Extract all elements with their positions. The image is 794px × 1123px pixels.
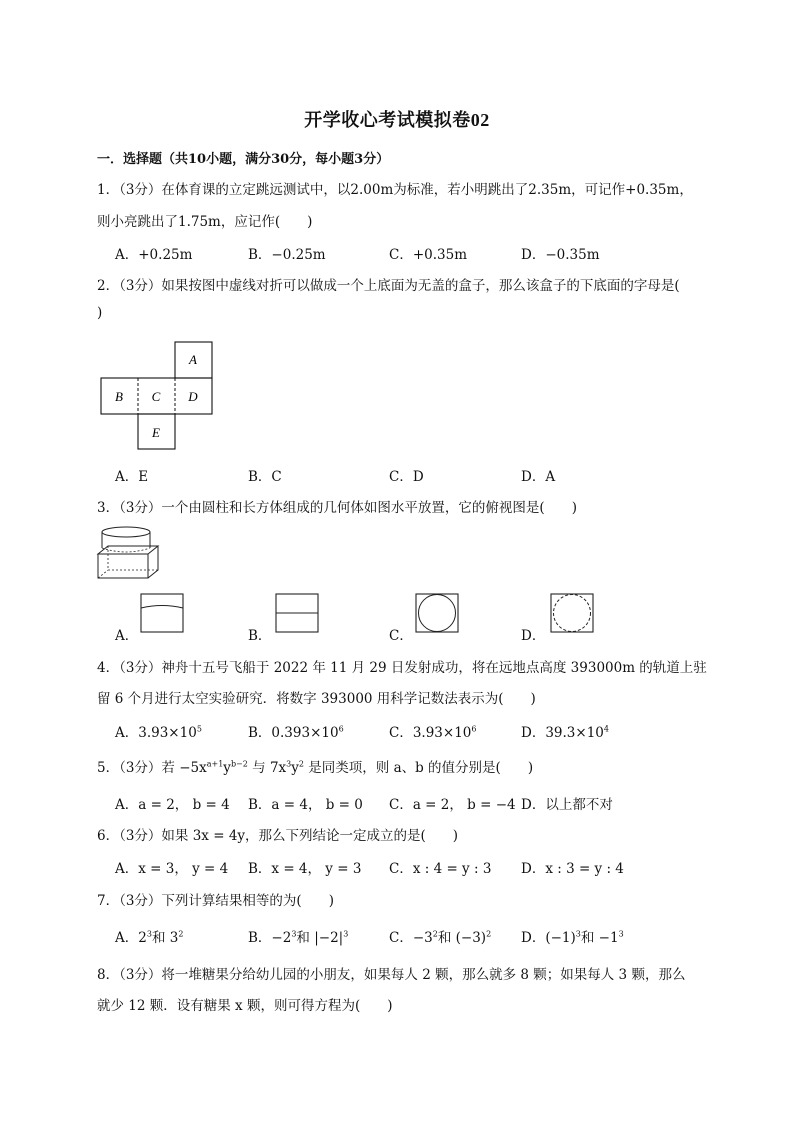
cube-net-figure [100,340,215,450]
q3-option-a-figure [140,593,184,633]
q3-option-c-figure [415,593,459,633]
q6-option-b: B．x = 4， y = 3 [248,861,362,877]
q2-option-b: B．C [248,469,282,485]
section-heading: 一．选择题（共10小题，满分30分，每小题3分） [97,152,390,167]
q4-option-c: C．$3.93\times 10^6$ [389,724,477,741]
net-label-e: E [152,425,160,440]
net-label-c: C [151,389,161,404]
page-title: 开学收心考试模拟卷02 [304,110,490,130]
q2-option-a: A．E [115,469,149,485]
q7-option-d: D．$(-1)^3$和 $-1^3$ [521,929,624,946]
q3-option-b-label: B． [248,628,272,644]
q1-line2: 则小亮跳出了1.75m，应记作( ) [97,214,313,230]
q4-option-a: A．$3.93\times 10^5$ [115,724,202,741]
q2-line1: 2．（3分）如果按图中虚线对折可以做成一个上底面为无盖的盒子，那么该盒子的下底面的字母是( [97,278,680,294]
q1-option-b: B．−0.25m [248,247,326,263]
q5-line1: 5．（3分）若 $-5x^{a+1}y^{b-2}$ 与 $7x^3y^2$ 是同类项，则 a、b 的值分别是( ) [97,759,534,776]
q6-option-d: D．x : 3 = y : 4 [521,861,624,877]
net-label-a: A [189,352,197,367]
q7-option-a: A．$2^3$和 $3^2$ [115,929,184,946]
q4-line1: 4．（3分）神舟十五号飞船于 2022 年 11 月 29 日发射成功，将在远地点高度 393000m 的轨道上驻 [97,660,707,676]
q2-line2: ) [97,305,103,321]
q6-option-a: A．x = 3， y = 4 [115,861,229,877]
q3-option-d-label: D． [521,628,546,644]
q1-option-a: A．+0.25m [115,247,193,263]
q1-option-c: C．+0.35m [389,247,468,263]
q7-line1: 7．（3分）下列计算结果相等的为( ) [97,893,334,909]
q2-option-c: C．D [389,469,424,485]
q3-option-d-figure [550,593,594,633]
q1-line1: 1．（3分）在体育课的立定跳远测试中，以2.00m为标准，若小明跳出了2.35m，可记作+0.35m， [97,182,693,198]
q3-option-c-label: C． [389,628,413,644]
q5-option-b: B．a = 4， b = 0 [248,797,363,813]
q6-option-c: C．x : 4 = y : 3 [389,861,492,877]
q4-line2: 留 6 个月进行太空实验研究．将数字 393000 用科学记数法表示为( ) [97,691,536,707]
q2-option-d: D．A [521,469,556,485]
q5-option-d: D．以上都不对 [521,797,613,813]
q1-option-d: D．−0.35m [521,247,600,263]
net-label-b: B [115,389,123,404]
q3-option-a-label: A． [115,628,139,644]
net-label-d: D [188,389,198,404]
q4-option-d: D．$39.3\times 10^4$ [521,724,609,741]
q6-line1: 6．（3分）如果 3x = 4y，那么下列结论一定成立的是( ) [97,828,459,844]
q5-option-a: A．a = 2， b = 4 [115,797,230,813]
q3-option-b-figure [275,593,319,633]
q4-option-b: B．$0.393\times 10^6$ [248,724,344,741]
cylinder-cuboid-figure [96,524,160,582]
q5-option-c: C．a = 2， b = −4 [389,797,516,813]
q7-option-b: B．$-2^3$和 $|-2|^3$ [248,929,349,946]
q7-option-c: C．$-3^2$和 $(-3)^2$ [389,929,492,946]
q8-line2: 就少 12 颗．设有糖果 x 颗，则可得方程为( ) [97,998,393,1014]
q8-line1: 8．（3分）将一堆糖果分给幼儿园的小朋友，如果每人 2 颗，那么就多 8 颗；如果每人 3 颗，那么 [97,967,686,983]
q3-line1: 3．（3分）一个由圆柱和长方体组成的几何体如图水平放置，它的俯视图是( ) [97,500,577,516]
